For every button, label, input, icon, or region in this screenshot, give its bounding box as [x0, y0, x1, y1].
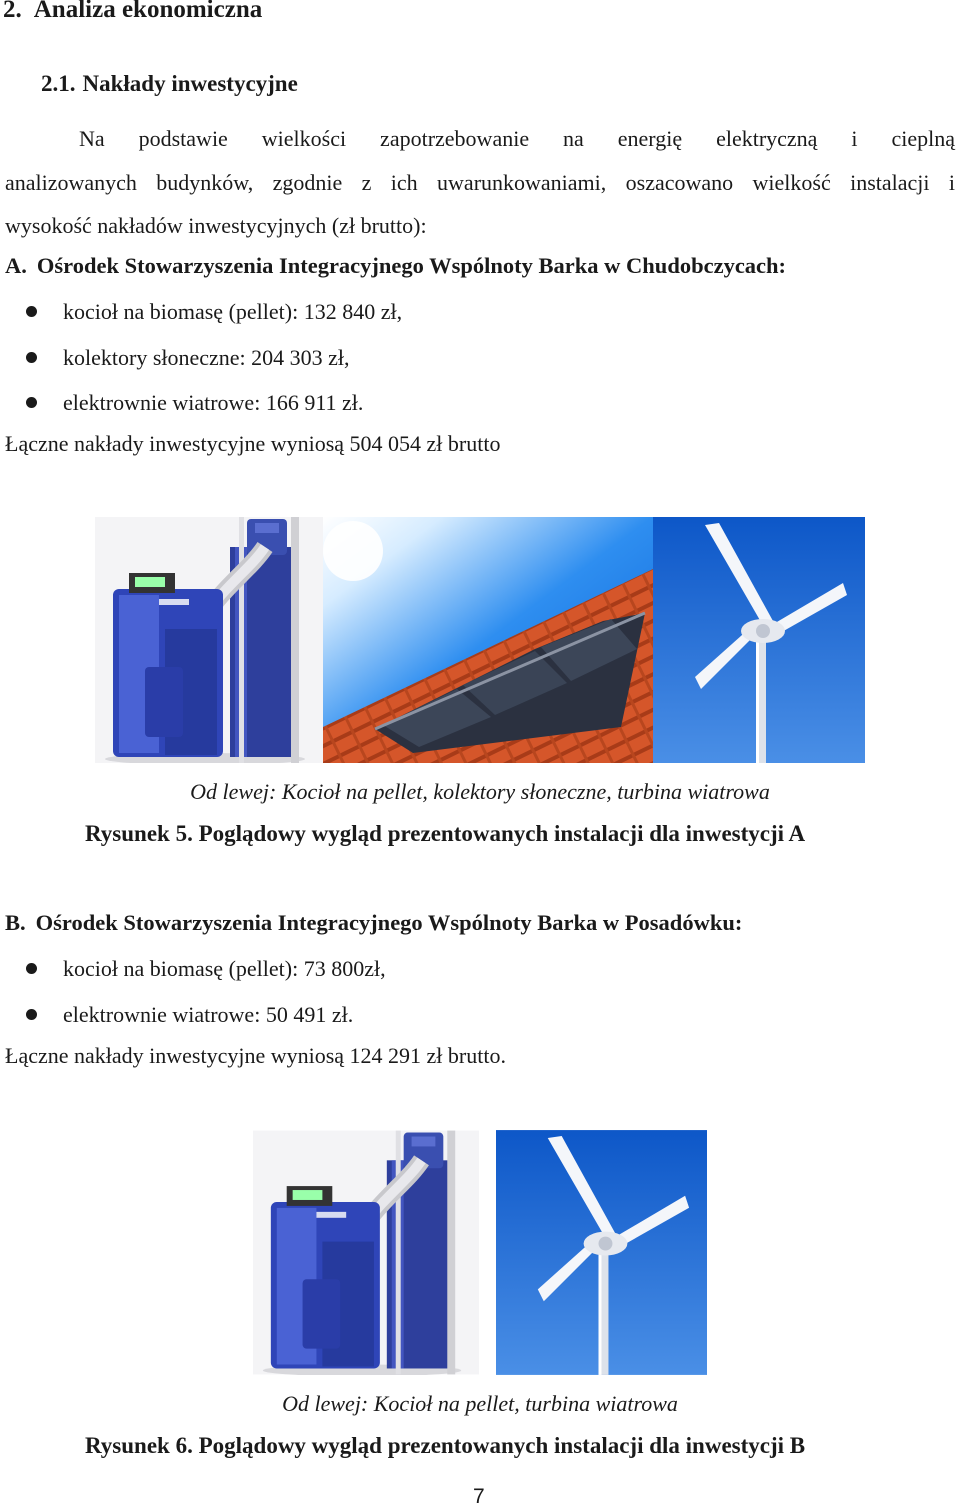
pellet-boiler-image [95, 517, 323, 763]
subsection-heading-title: Nakłady inwestycyjne [82, 71, 298, 96]
section-b-heading [5, 910, 742, 936]
section-a-title: Ośrodek Stowarzyszenia Integracyjnego Wspólnoty Barka w Chudobczycach: [36, 253, 787, 278]
section-b-total: Łączne nakłady inwestycyjne wyniosą 124 291 zł brutto. [5, 1043, 506, 1068]
page-number: 7 [473, 1485, 485, 1508]
subsection-heading [41, 71, 298, 97]
section-a-heading [5, 253, 786, 279]
section-heading-number: 2. [3, 0, 22, 23]
list-item-text: kocioł na biomasę (pellet): 73 800zł, [63, 956, 386, 981]
figure-6-caption: Od lewej: Kocioł na pellet, turbina wiatrowa [282, 1391, 678, 1416]
section-b-letter: B. [5, 910, 26, 935]
figure-6-title: Rysunek 6. Poglądowy wygląd prezentowanych instalacji dla inwestycji B [85, 1433, 806, 1458]
intro-line: analizowanych budynków, zgodnie z ich uwarunkowaniami, oszacowano wielkość instalacji i [5, 169, 955, 195]
figure-5-title: Rysunek 5. Poglądowy wygląd prezentowanych instalacji dla inwestycji A [85, 821, 806, 846]
subsection-heading-number: 2.1. [41, 71, 76, 96]
list-item-text: kocioł na biomasę (pellet): 132 840 zł, [63, 299, 403, 324]
list-item [0, 296, 402, 342]
bullet-icon [26, 1009, 37, 1020]
bullet-icon [26, 397, 37, 408]
list-item-text: kolektory słoneczne: 204 303 zł, [63, 344, 350, 370]
bullet-icon [26, 306, 37, 317]
solar-collectors-image [323, 517, 653, 763]
section-heading-title: Analiza ekonomiczna [33, 0, 263, 23]
section-b-cost-list [0, 953, 386, 1044]
bullet-icon [26, 352, 37, 363]
wind-turbine-image [496, 1130, 707, 1375]
list-item [0, 387, 402, 433]
list-item-text: elektrownie wiatrowe: 50 491 zł. [63, 1001, 354, 1027]
list-item [0, 999, 386, 1045]
intro-line: Na podstawie wielkości zapotrzebowanie na energię elektryczną i cieplną [79, 126, 955, 151]
list-item [0, 342, 402, 388]
bullet-icon [26, 963, 37, 974]
section-b-title: Ośrodek Stowarzyszenia Integracyjnego Wspólnoty Barka w Posadówku: [35, 910, 743, 935]
figure-5-caption: Od lewej: Kocioł na pellet, kolektory słoneczne, turbina wiatrowa [190, 779, 770, 804]
intro-line: wysokość nakładów inwestycyjnych (zł brutto): [5, 213, 427, 238]
list-item-text: elektrownie wiatrowe: 166 911 zł. [63, 390, 364, 415]
intro-paragraph [5, 117, 955, 248]
pellet-boiler-image [253, 1130, 479, 1375]
list-item [0, 953, 386, 999]
section-a-total: Łączne nakłady inwestycyjne wyniosą 504 054 zł brutto [5, 431, 501, 456]
wind-turbine-image [653, 517, 865, 763]
section-a-letter: A. [5, 253, 27, 278]
section-a-cost-list [0, 296, 402, 433]
section-heading [3, 0, 262, 24]
